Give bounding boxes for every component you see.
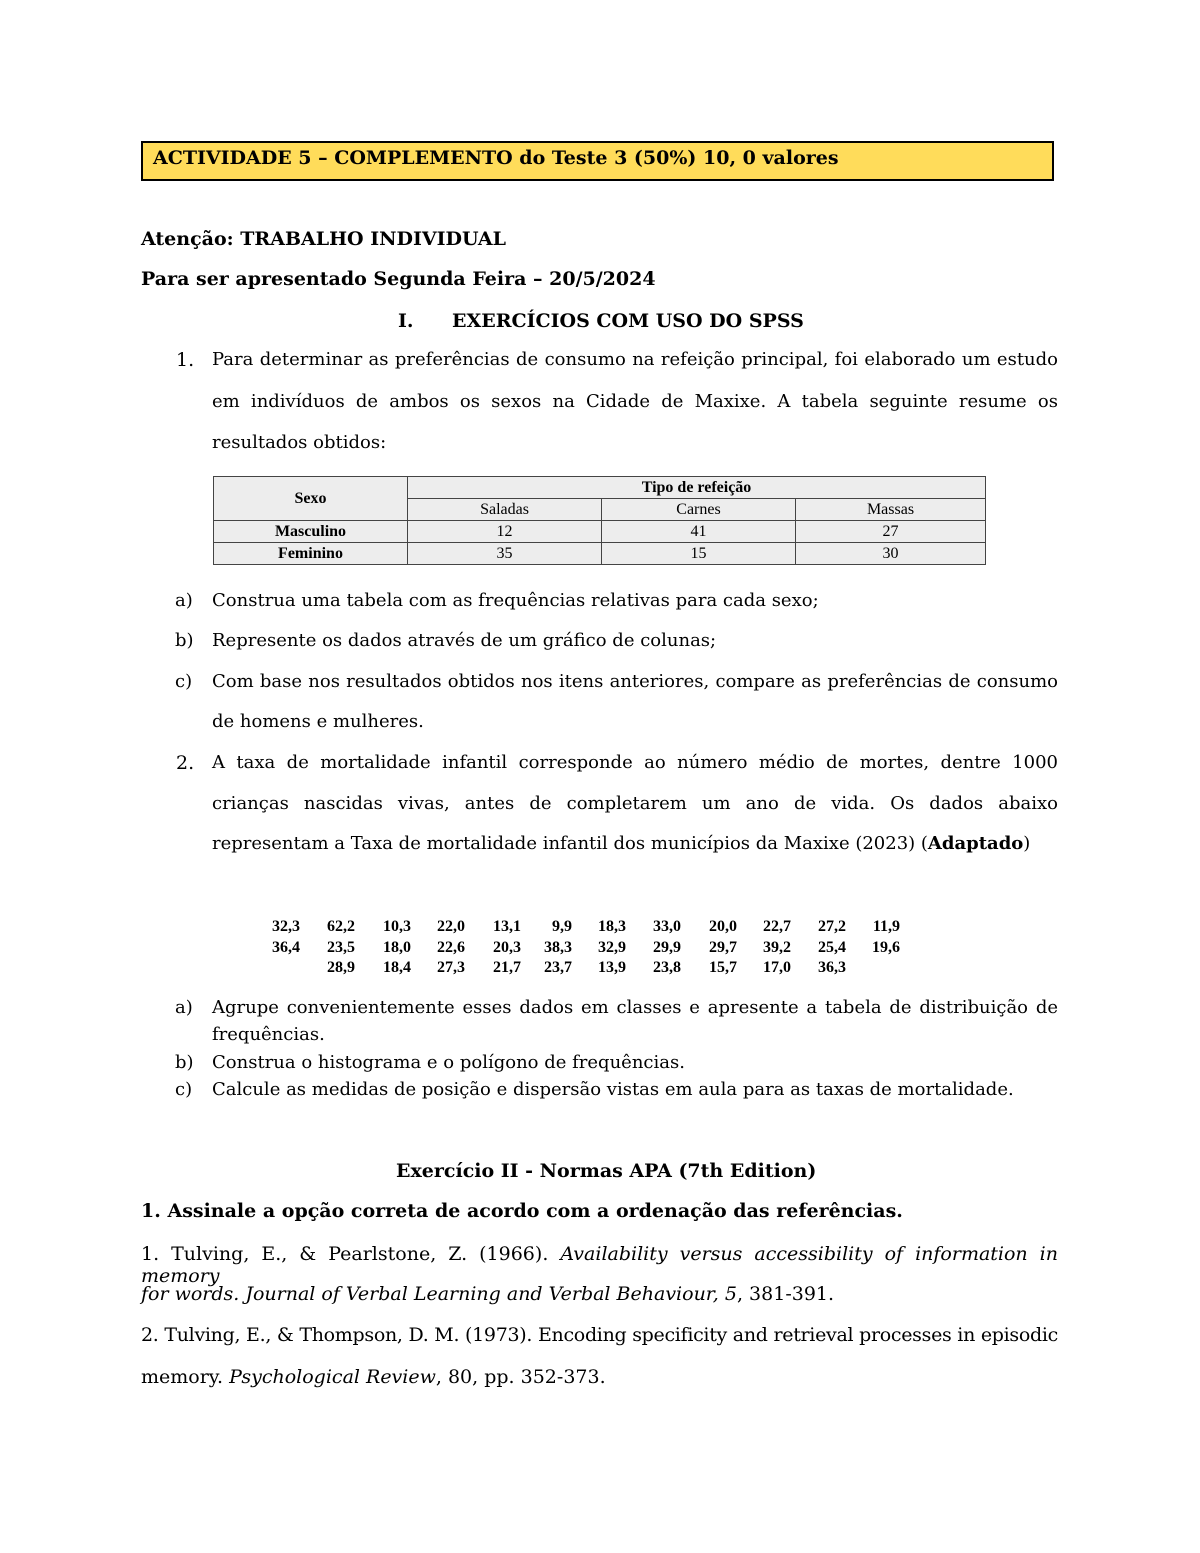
data-value: 11,9 — [872, 918, 900, 935]
data-value: 18,3 — [598, 918, 626, 935]
data-value: 15,7 — [709, 959, 737, 976]
q2-item-b-letter: b) — [175, 1052, 194, 1073]
cell-feminino-carnes: 15 — [602, 543, 796, 565]
data-value: 29,7 — [709, 939, 737, 956]
q2-line3-bold: Adaptado — [927, 833, 1024, 854]
q2-item-c-text: Calcule as medidas de posição e dispersão vistas em aula para as taxas de mortalidade. — [212, 1079, 1014, 1100]
q2-line3 — [212, 833, 1030, 854]
cell-masculino-saladas: 12 — [408, 521, 602, 543]
data-value: 29,9 — [653, 939, 681, 956]
q2-line3-post: ) — [1023, 833, 1031, 854]
q2-item-a-text: Agrupe convenientemente esses dados em classes e apresente a tabela de distribuição de — [212, 997, 1058, 1018]
ref1-pages: , 381-391. — [736, 1283, 835, 1305]
q2-line3-pre: representam a Taxa de mortalidade infantil dos municípios da Maxixe (2023) ( — [212, 833, 928, 854]
reference-1-line1 — [141, 1243, 1058, 1287]
q2-item-b-text: Construa o histograma e o polígono de frequências. — [212, 1052, 685, 1073]
q1-item-b-letter: b) — [175, 630, 194, 651]
data-value: 9,9 — [552, 918, 572, 935]
activity-title: ACTIVIDADE 5 – COMPLEMENTO do Teste 3 (50%) 10, 0 valores — [153, 147, 839, 169]
header-sexo: Sexo — [214, 477, 408, 521]
ref1-journal: for words. Journal of Verbal Learning and Verbal Behaviour, 5 — [141, 1283, 737, 1305]
cell-feminino-massas: 30 — [796, 543, 986, 565]
exercise2-question: 1. Assinale a opção correta de acordo com a ordenação das referências. — [141, 1200, 903, 1222]
data-value: 18,0 — [383, 939, 411, 956]
section-number: I. — [398, 310, 414, 332]
data-value: 22,7 — [763, 918, 791, 935]
data-value: 19,6 — [872, 939, 900, 956]
ref2-pages: , 80, pp. 352-373. — [435, 1366, 606, 1388]
attention-line: Atenção: TRABALHO INDIVIDUAL — [141, 228, 507, 250]
q1-number: 1. — [176, 349, 195, 371]
data-value: 36,3 — [818, 959, 846, 976]
exercise2-title: Exercício II - Normas APA (7th Edition) — [396, 1160, 817, 1182]
data-value: 27,2 — [818, 918, 846, 935]
data-value: 23,8 — [653, 959, 681, 976]
cell-feminino-saladas: 35 — [408, 543, 602, 565]
cell-masculino-carnes: 41 — [602, 521, 796, 543]
reference-2-line2 — [141, 1366, 606, 1388]
data-value: 13,9 — [598, 959, 626, 976]
q1-line2: em indivíduos de ambos os sexos na Cidade de Maxixe. A tabela seguinte resume os — [212, 391, 1058, 412]
q1-item-a-letter: a) — [175, 590, 193, 611]
q1-item-b-text: Represente os dados através de um gráfico de colunas; — [212, 630, 717, 651]
data-value: 13,1 — [493, 918, 521, 935]
data-value: 28,9 — [327, 959, 355, 976]
data-value: 39,2 — [763, 939, 791, 956]
q1-item-a-text: Construa uma tabela com as frequências relativas para cada sexo; — [212, 590, 819, 611]
q2-line2: crianças nascidas vivas, antes de completarem um ano de vida. Os dados abaixo — [212, 793, 1058, 814]
header-carnes: Carnes — [602, 499, 796, 521]
q1-item-c-text: Com base nos resultados obtidos nos itens anteriores, compare as preferências de consumo — [212, 671, 1058, 692]
data-value: 17,0 — [763, 959, 791, 976]
header-tipo-refeicao: Tipo de refeição — [408, 477, 986, 499]
deadline-line: Para ser apresentado Segunda Feira – 20/5/2024 — [141, 268, 656, 290]
data-value: 32,9 — [598, 939, 626, 956]
q2-number: 2. — [176, 752, 195, 774]
ref2-journal: Psychological Review — [229, 1366, 436, 1388]
table-row — [214, 543, 986, 565]
row-label-masculino: Masculino — [214, 521, 408, 543]
consumption-table — [213, 476, 986, 565]
data-value: 18,4 — [383, 959, 411, 976]
data-value: 33,0 — [653, 918, 681, 935]
q2-item-c-letter: c) — [175, 1079, 193, 1100]
q2-line1: A taxa de mortalidade infantil corresponde ao número médio de mortes, dentre 1000 — [212, 752, 1058, 773]
q1-line3: resultados obtidos: — [212, 432, 387, 453]
ref1-title: Availability versus accessibility of information in memory — [141, 1243, 1058, 1287]
header-saladas: Saladas — [408, 499, 602, 521]
data-value: 23,5 — [327, 939, 355, 956]
ref1-authors: 1. Tulving, E., & Pearlstone, Z. (1966). — [141, 1243, 561, 1265]
q1-item-c-letter: c) — [175, 671, 193, 692]
data-value: 27,3 — [437, 959, 465, 976]
data-value: 62,2 — [327, 918, 355, 935]
data-value: 21,7 — [493, 959, 521, 976]
q2-item-a-text2: frequências. — [212, 1024, 325, 1045]
data-value: 36,4 — [272, 939, 300, 956]
section-title: EXERCÍCIOS COM USO DO SPSS — [452, 310, 804, 332]
cell-masculino-massas: 27 — [796, 521, 986, 543]
q1-line1: Para determinar as preferências de consumo na refeição principal, foi elaborado um estudo — [212, 349, 1058, 370]
data-value: 20,0 — [709, 918, 737, 935]
row-label-feminino: Feminino — [214, 543, 408, 565]
ref2-memory: memory. — [141, 1366, 230, 1388]
data-value: 25,4 — [818, 939, 846, 956]
data-value: 38,3 — [544, 939, 572, 956]
data-value: 10,3 — [383, 918, 411, 935]
q1-item-c-text2: de homens e mulheres. — [212, 711, 424, 732]
reference-2-line1: 2. Tulving, E., & Thompson, D. M. (1973). Encoding specificity and retrieval processes in episodic — [141, 1324, 1058, 1346]
data-value: 22,0 — [437, 918, 465, 935]
data-value: 20,3 — [493, 939, 521, 956]
data-value: 23,7 — [544, 959, 572, 976]
table-header-row — [214, 477, 986, 499]
data-value: 32,3 — [272, 918, 300, 935]
q2-item-a-letter: a) — [175, 997, 193, 1018]
activity-title-box — [141, 141, 1054, 181]
reference-1-line2 — [141, 1283, 834, 1305]
data-value: 22,6 — [437, 939, 465, 956]
header-massas: Massas — [796, 499, 986, 521]
table-row — [214, 521, 986, 543]
